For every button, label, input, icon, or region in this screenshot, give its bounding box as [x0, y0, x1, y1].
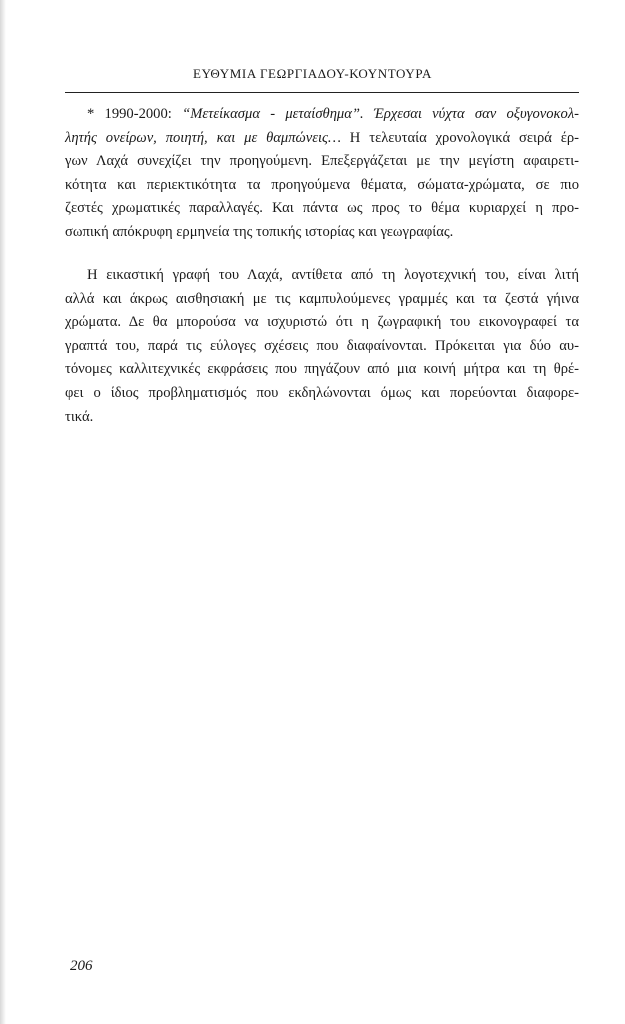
- paragraph-2: [65, 264, 579, 429]
- paragraph-1-line-6: σωπική απόκρυφη ερμηνεία της τοπικής ιστορίας και γεωγραφίας.: [65, 223, 454, 240]
- italic-quote: λητής ονείρων, ποιητή, και με θαμπώνεις…: [65, 129, 341, 146]
- paragraph-2-line-1: Η εικαστική γραφή του Λαχά, αντίθετα από τη λογοτεχνική του, είναι λιτή: [87, 267, 579, 283]
- running-header: ΕΥΘΥΜΙΑ ΓΕΩΡΓΙΑΔΟΥ-ΚΟΥΝΤΟΥΡΑ: [193, 66, 432, 81]
- paragraph-2-line-3: χρώματα. Δε θα μπορούσα να ισχυριστώ ότι η ζωγραφική του εικονογραφεί τα: [65, 314, 579, 331]
- paragraph-2-line-2: αλλά και άκρως αισθησιακή με τις καμπυλούμενες γραμμές και τα ζεστά γήινα: [65, 290, 579, 307]
- paragraph-2-line-7: τικά.: [65, 408, 94, 425]
- paragraph-1: [65, 103, 579, 245]
- paragraph-1-line-1: [65, 103, 579, 127]
- italic-title: “Μετείκασμα - μεταίσθημα”. Έρχεσαι νύχτα σαν οξυγονοκολ-: [182, 106, 580, 122]
- header-rule: [65, 92, 579, 93]
- page-edge-shadow: [0, 0, 6, 1024]
- line-rest: Η τελευταία χρονολογικά σειρά έρ-: [340, 129, 580, 146]
- line-prefix: * 1990-2000:: [87, 106, 183, 122]
- paragraph-1-line-4: κότητα και περιεκτικότητα τα προηγούμενα θέματα, σώματα-χρώματα, σε πιο: [65, 176, 579, 193]
- paragraph-2-line-6: φει ο ίδιος προβληματισμός που εκδηλώνονται όμως και πορεύονται διαφορε-: [65, 384, 579, 401]
- paragraph-1-line-5: ζεστές χρωματικές παραλλαγές. Και πάντα ως προς το θέμα κυριαρχεί η προ-: [65, 200, 579, 217]
- paragraph-2-line-5: τόνομες καλλιτεχνικές εκφράσεις που πηγάζουν από μια κοινή μήτρα και τη θρέ-: [65, 361, 579, 378]
- page-number: 206: [70, 958, 93, 974]
- paragraph-2-line-4: γραπτά του, παρά τις εύλογες σχέσεις που διαφαίνονται. Πρόκειται για δύο αυ-: [65, 337, 579, 354]
- paragraph-1-line-2: [65, 127, 579, 151]
- paragraph-1-line-3: γων Λαχά συνεχίζει την προηγούμενη. Επεξεργάζεται με την μεγίστη αφαιρετι-: [65, 153, 579, 170]
